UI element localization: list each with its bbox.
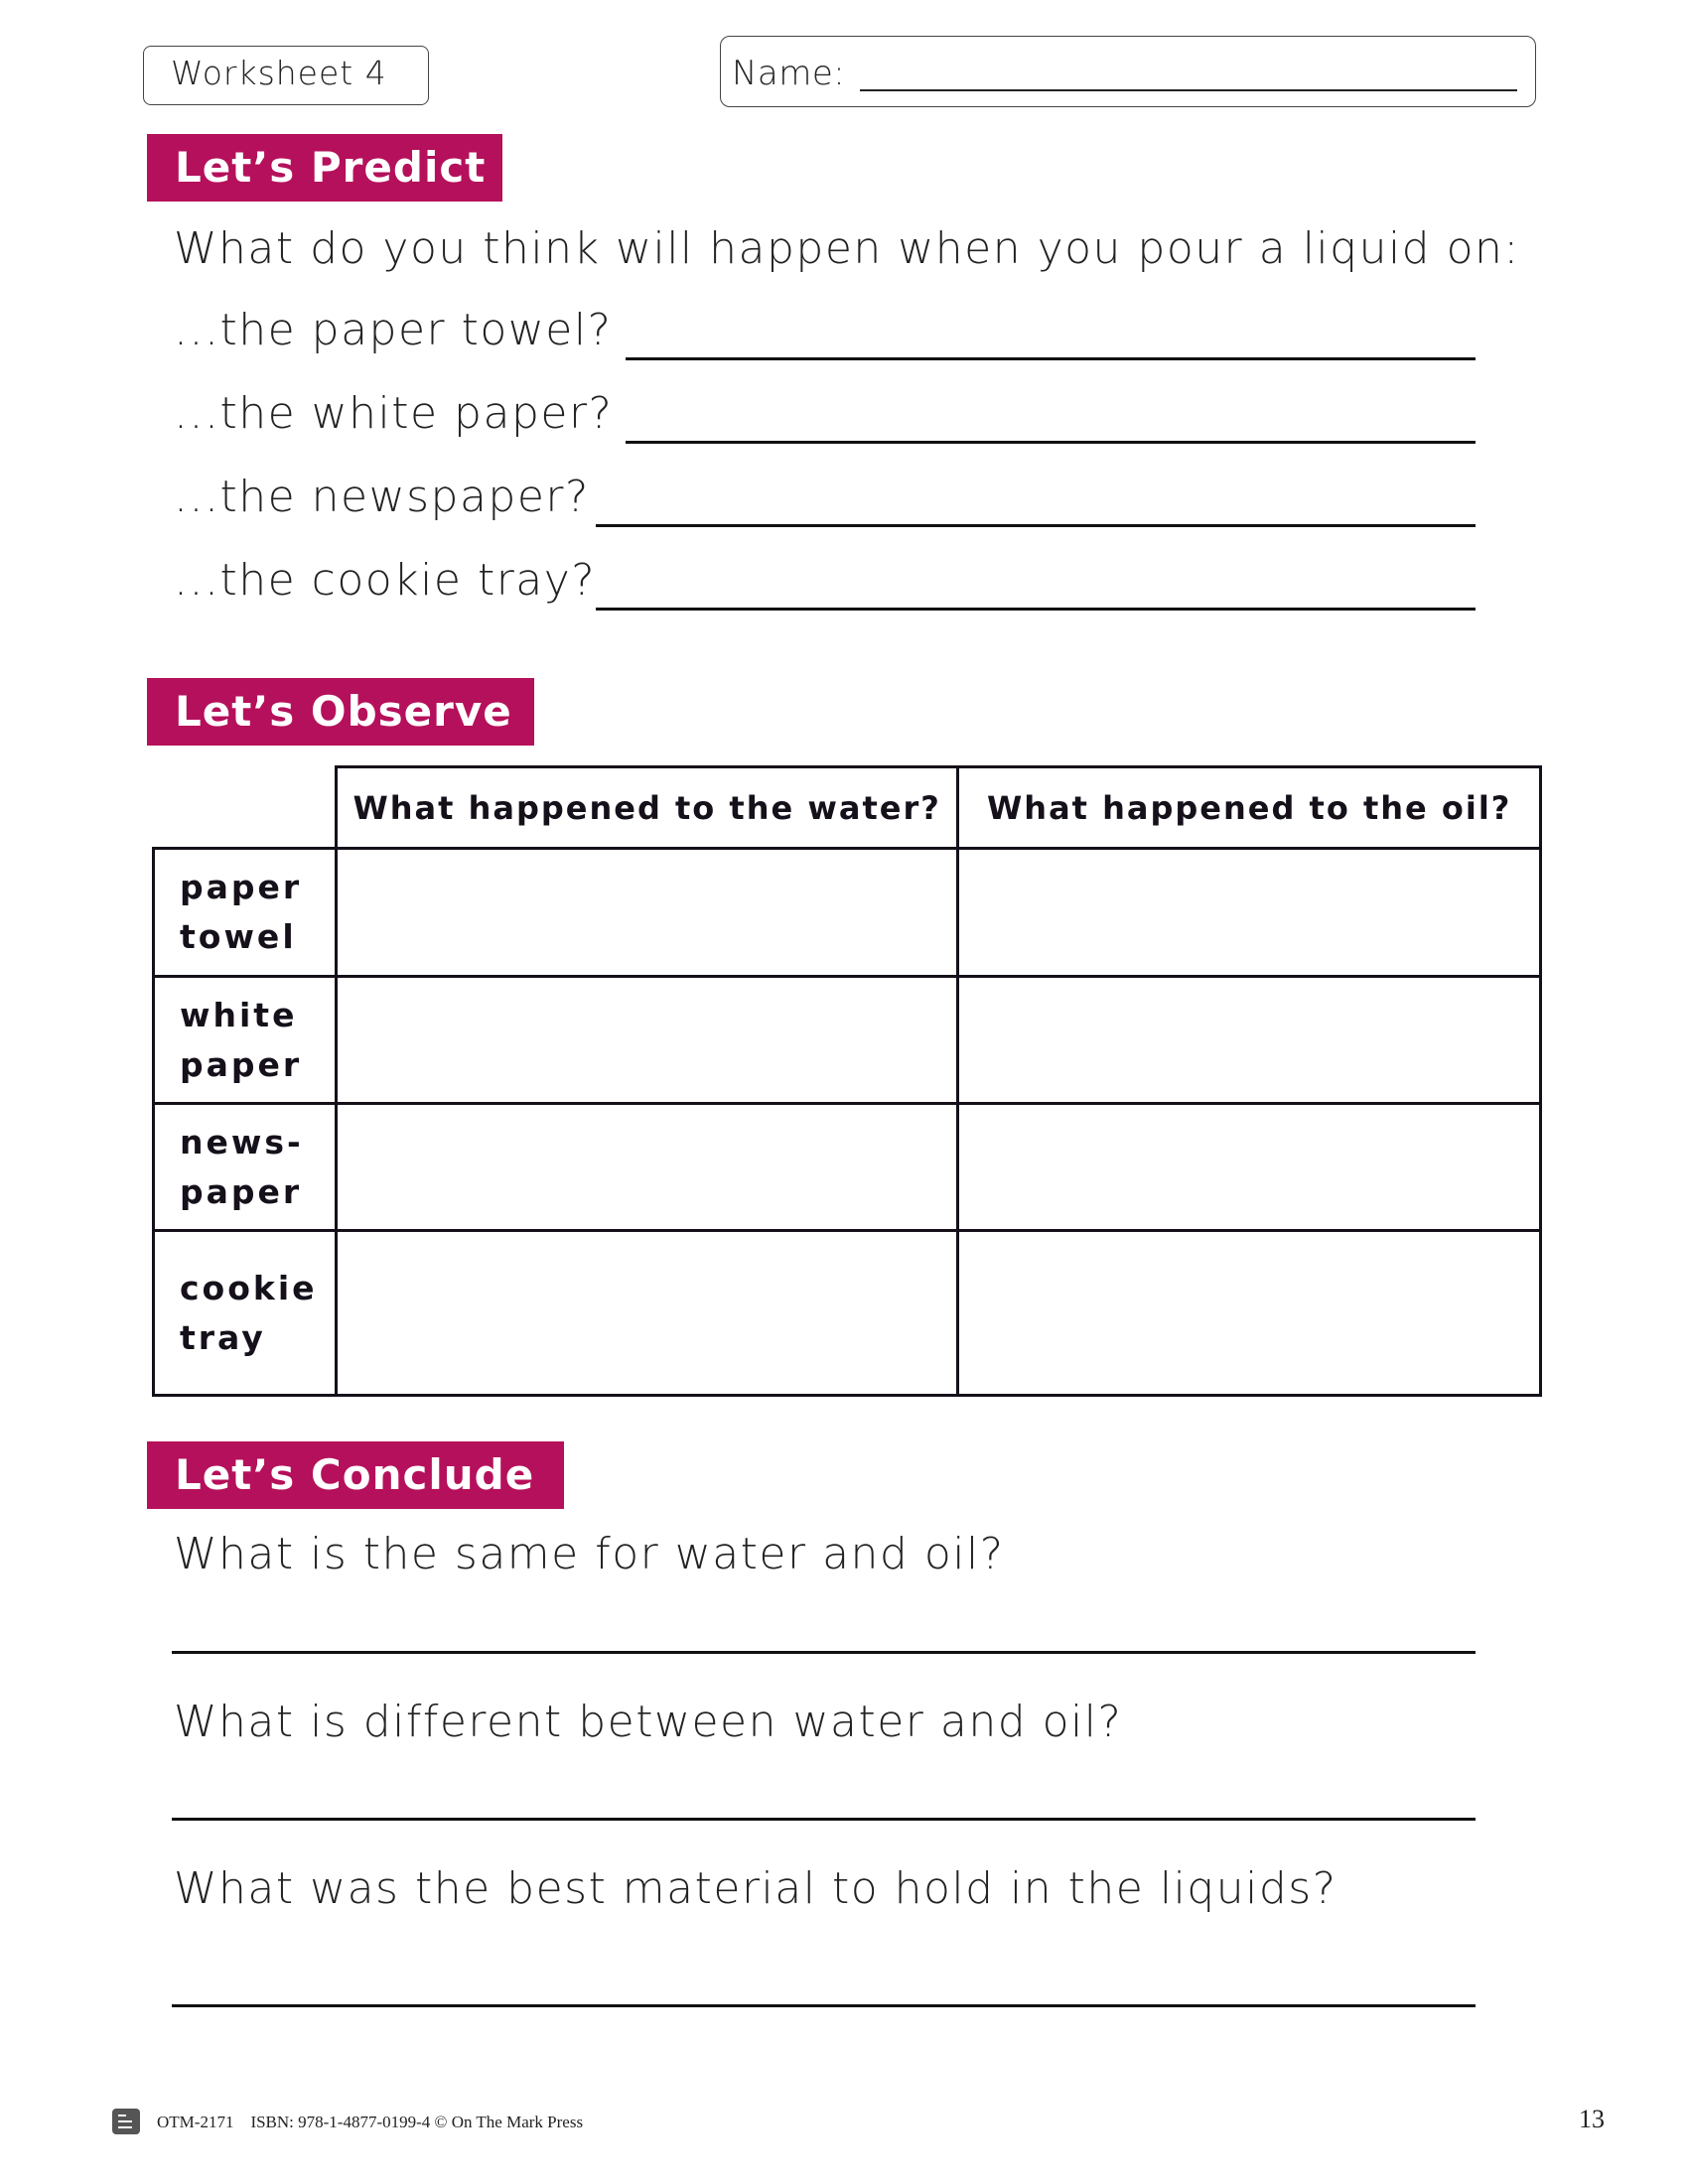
predict-item-paper-towel: ...the paper towel? bbox=[174, 305, 613, 355]
cell-newspaper-oil[interactable] bbox=[958, 1104, 1541, 1231]
row-label-line: paper bbox=[180, 868, 303, 906]
row-label-line: white bbox=[180, 995, 298, 1034]
table-row bbox=[154, 977, 1541, 1104]
conclude-question-different: What is different between water and oil? bbox=[174, 1697, 1123, 1747]
predict-answer-line-newspaper[interactable] bbox=[596, 524, 1476, 527]
name-field[interactable] bbox=[860, 89, 1517, 91]
row-label-line: paper bbox=[180, 1044, 303, 1084]
cell-paper-towel-water[interactable] bbox=[336, 849, 957, 977]
cell-paper-towel-oil[interactable] bbox=[958, 849, 1541, 977]
worksheet-label: Worksheet 4 bbox=[171, 54, 387, 92]
observation-table bbox=[152, 765, 1542, 1397]
cell-white-paper-water[interactable] bbox=[336, 977, 957, 1104]
row-label-cookie-tray bbox=[154, 1231, 337, 1396]
predict-answer-line-cookie-tray[interactable] bbox=[596, 608, 1476, 611]
row-label-paper-towel bbox=[154, 849, 337, 977]
cell-cookie-tray-oil[interactable] bbox=[958, 1231, 1541, 1396]
page-number: 13 bbox=[1579, 2105, 1605, 2133]
predict-answer-line-white-paper[interactable] bbox=[626, 441, 1476, 444]
conclude-answer-line-best-material[interactable] bbox=[172, 2004, 1476, 2007]
section-title-predict: Let’s Predict bbox=[147, 134, 502, 202]
row-label-newspaper bbox=[154, 1104, 337, 1231]
footer-publication-info: OTM-2171 ISBN: 978-1-4877-0199-4 © On The Mark Press bbox=[157, 2113, 584, 2131]
predict-item-newspaper: ...the newspaper? bbox=[174, 472, 590, 522]
row-label-white-paper bbox=[154, 977, 337, 1104]
conclude-question-same: What is the same for water and oil? bbox=[174, 1529, 1005, 1579]
predict-item-white-paper: ...the white paper? bbox=[174, 388, 614, 439]
table-corner-cell bbox=[154, 767, 337, 849]
row-label-line: towel bbox=[180, 917, 297, 956]
table-row bbox=[154, 1231, 1541, 1396]
predict-answer-line-paper-towel[interactable] bbox=[626, 357, 1476, 360]
column-header-water: What happened to the water? bbox=[336, 767, 957, 849]
predict-item-cookie-tray: ...the cookie tray? bbox=[174, 555, 597, 606]
table-row bbox=[154, 1104, 1541, 1231]
predict-question: What do you think will happen when you pour a liquid on: bbox=[174, 223, 1520, 274]
cell-cookie-tray-water[interactable] bbox=[336, 1231, 957, 1396]
conclude-question-best-material: What was the best material to hold in the liquids? bbox=[174, 1863, 1337, 1914]
conclude-answer-line-same[interactable] bbox=[172, 1651, 1476, 1654]
row-label-line: paper bbox=[180, 1171, 303, 1211]
table-header-row bbox=[154, 767, 1541, 849]
section-title-observe: Let’s Observe bbox=[147, 678, 534, 746]
row-label-line: cookie bbox=[180, 1268, 318, 1307]
publisher-logo-icon bbox=[112, 2109, 140, 2134]
section-title-conclude: Let’s Conclude bbox=[147, 1441, 564, 1509]
row-label-line: news- bbox=[180, 1122, 304, 1161]
table-row bbox=[154, 849, 1541, 977]
conclude-answer-line-different[interactable] bbox=[172, 1818, 1476, 1821]
cell-newspaper-water[interactable] bbox=[336, 1104, 957, 1231]
cell-white-paper-oil[interactable] bbox=[958, 977, 1541, 1104]
column-header-oil: What happened to the oil? bbox=[958, 767, 1541, 849]
row-label-line: tray bbox=[180, 1317, 266, 1357]
name-label: Name: bbox=[732, 54, 846, 93]
